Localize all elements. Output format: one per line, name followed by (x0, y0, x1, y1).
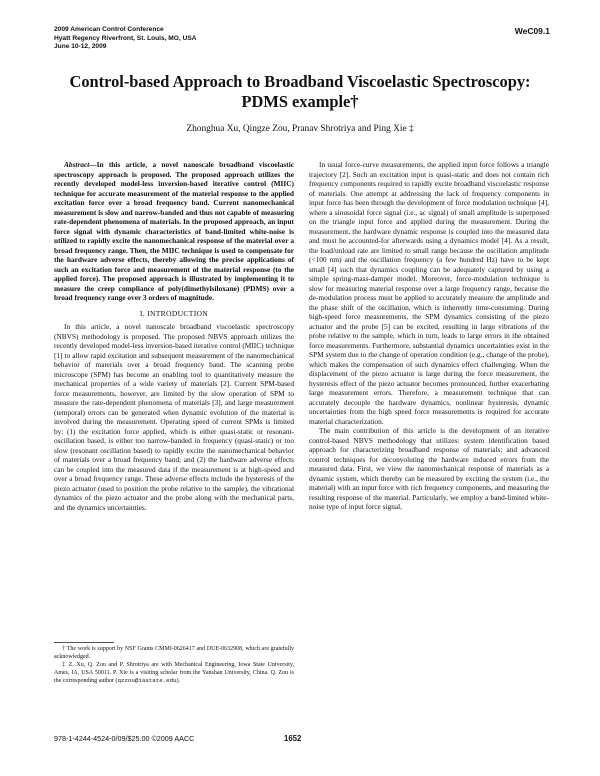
title-line-1: Control-based Approach to Broadband Viscoelastic Spectroscopy: (69, 72, 531, 91)
abstract-label: Abstract— (64, 160, 97, 169)
session-id: WeC09.1 (514, 26, 550, 36)
footnote-rule (54, 642, 114, 643)
intro-paragraph-1: In this article, a novel nanoscale broadband viscoelastic spectroscopy (NBVS) methodology is proposed. The proposed NBVS approach utilizes the recently developed model-less inversion-based iterative control (MIIC) technique [1] to allow rapid excitation and subsequent measurement of the nanomechanical behavior of materials over a broad frequency band. The scanning probe microscope (SPM) has become an enabling tool to quantitatively measure the mechanical properties of a wide variety of materials [2]. Current SPM-based force measurements, however, are limited by the slow operation of SPM to measure the rate-dependent phenomena of materials [3], and large measurement (temporal) errors can be generated when dynamic evolution of the material is involved during the measurement. Operating speed of current SPMs is limited by: (1) the excitation force applied, which is either quasi-static or resonant-oscillation based, is either too narrow-banded in frequency (quasi-static) or too slow (resonant oscillation based) to rapidly excite the nanomechanical behavior of materials over a broad frequency band; and (2) the hardware adverse effects can be coupled into the measured data if the measurement is at high-speed and over a broad frequency range. These adverse effects include the hysteresis of the piezo actuator (used to position the probe relative to the sample), the vibrational dynamics of the piezo actuator and the probe along with the mechanical parts, and the dynamics uncertainties. (54, 322, 294, 512)
intro-paragraph-2: In usual force-curve measurements, the applied input force follows a triangle trajectory [2]. Such an excitation input is quasi-static and does not contain rich frequency components required to rapidly excite broadband viscoelastic response of materials. One attempt at addressing the lack of frequency components in input force has been through the development of force modulation technique [4], where a sinusoidal force signal (i.e., ac signal) of small amplitude is superposed on the triangle input force and applied during the measurement. During the measurement, the hardware dynamic response is coupled into the measured data and must be accounted-for afterwards using a dynamics model [4]. As a result, the load/unload rate are limited to small range because the oscillation amplitude (<100 nm) and the oscillation frequency (a few hundred Hz) have to be kept small [4] such that dynamics coupling can be adequately captured by using a simple spring-mass-damper model. Moreover, force-modulation technique is slow for measuring material response over a large frequency range, because the de-modulation process must be applied to accurately measure the amplitude and the phase shift of the oscillation, which is inherently time-consuming. During high-speed force measurements, the SPM dynamics consisting of the piezo actuator and the probe [5] can be excited, resulting in large vibrations of the probe relative to the sample, which in turn, leads to large errors in the obtained force measurements. Furthermore, substantial dynamics uncertainties exist in the SPM system due to the change of operation condition (e.g., change of the probe), which makes the compensation of such dynamics effect challenging. When the displacement of the piezo actuator is large during the force measurement, the hysteresis effect of the piezo actuator becomes pronounced, further exacerbating large measurement errors. Therefore, a measurement technique that can accurately decouple the hardware dynamics, nonlinear hysteresis, dynamic uncertainties from the high speed force measurements is required for accurate material characterization. (309, 160, 549, 426)
footnote-affiliations-text: ‡ Z. Xu, Q. Zou and P. Shrotriya are with Mechanical Engineering, Iowa State University, Ames, IA, USA 50011. P. Xie is a visiting scholar from the Yanshan University, China. Q. Zou is the corresponding author ( (54, 662, 294, 685)
conference-name: 2009 American Control Conference (54, 26, 164, 33)
author-list: Zhonghua Xu, Qingze Zou, Pranav Shrotriya and Ping Xie ‡ (186, 124, 414, 134)
footnotes (54, 642, 294, 687)
footnote-funding: † The work is support by NSF Grants CMMI-0626417 and DUE-0632908, which are gratefully acknowledged. (54, 646, 294, 660)
page-number: 1652 (284, 734, 302, 743)
left-column (54, 160, 294, 512)
isbn-copyright: 978-1-4244-4524-0/09/$25.00 ©2009 AACC (54, 734, 195, 743)
abstract-body: In this article, a novel nanoscale broadband viscoelastic spectroscopy approach is proposed. The proposed approach utilizes the recently developed model-less inversion-based iterative control (MIIC) technique for accurate measurement of the material response to the applied excitation force over a broad frequency band. Current nanomechanical measurement is slow and narrow-banded and thus not capable of measuring rate-dependent phenomena of materials. In the proposed approach, an input force signal with dynamic characteristics of band-limited white-noise is utilized to rapidly excite the nanomechanical response of the material over a broad frequency range. Then, the MIIC technique is used to compensate for the hardware adverse effects, thereby allowing the precise applications of such an excitation force and measurement of the material response (to the applied force). The proposed approach is illustrated by implementing it to measure the creep compliance of poly(dimethylsiloxane) (PDMS) over a broad frequency range over 3 orders of magnitude. (54, 160, 294, 302)
footnote-affiliations-end: ). (176, 678, 181, 685)
conference-info (54, 26, 197, 52)
intro-paragraph-3: The main contribution of this article is the development of an iterative control-based NBVS methodology that utilizes: system identification based approach for characterizing broadband response of materials; and advanced control techniques for deconvoluting the hardware induced errors from the measured data. First, we view the nanomechanical response of materials as a dynamic system, which thereby can be measured by exciting the system (i.e., the material) with an input force with rich frequency components, and measuring the resulting response of the material. Particularly, we employ a band-limited white-noise type of input force signal, (309, 426, 549, 511)
right-column (309, 160, 549, 512)
corresponding-email[interactable]: qzzou@iastate.edu (117, 677, 177, 685)
footnote-affiliations (54, 662, 294, 686)
conference-venue: Hyatt Regency Riverfront, St. Louis, MO, USA (54, 34, 197, 42)
paper-title (40, 72, 560, 112)
section-heading-introduction: I. INTRODUCTION (139, 308, 209, 318)
conference-dates: June 10-12, 2009 (54, 43, 107, 51)
title-line-2: PDMS example† (241, 92, 359, 111)
abstract (54, 160, 294, 303)
